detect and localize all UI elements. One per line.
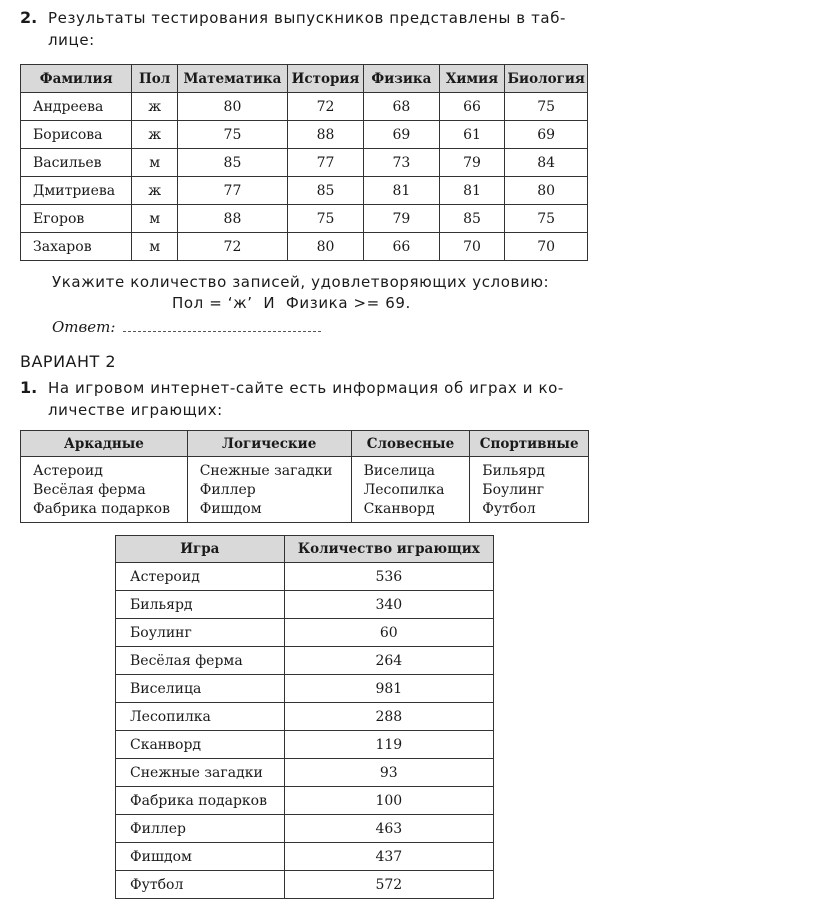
results-col-header: Фамилия (21, 65, 132, 93)
list-item: Фабрика подарков (33, 501, 170, 517)
answer-blank (123, 319, 321, 332)
table-cell: 68 (364, 93, 440, 121)
task-2-condition: Пол = ‘ж’ И Физика >= 69. (172, 294, 411, 312)
players-col-header: Игра (116, 536, 285, 563)
category-items (21, 457, 188, 523)
table-cell: ж (132, 121, 178, 149)
results-col-header: Пол (132, 65, 178, 93)
answer-label: Ответ: (52, 318, 116, 336)
table-cell: 85 (287, 177, 363, 205)
game-name-cell: Виселица (116, 675, 285, 703)
table-cell: Дмитриева (21, 177, 132, 205)
table-cell: 80 (178, 93, 288, 121)
table-row (21, 93, 588, 121)
players-table (115, 535, 494, 899)
category-header: Словесные (351, 431, 470, 457)
player-count-cell: 437 (284, 843, 493, 871)
category-items (187, 457, 351, 523)
results-col-header: Математика (178, 65, 288, 93)
table-row (21, 233, 588, 261)
player-count-cell: 572 (284, 871, 493, 899)
task-2-text-line1: Результаты тестирования выпускников представлены в таб- (48, 9, 567, 27)
task-2-text-line2: лице: (48, 31, 95, 49)
table-row (116, 647, 494, 675)
category-header: Аркадные (21, 431, 188, 457)
results-table-header (21, 65, 588, 93)
list-item: Сканворд (363, 501, 435, 517)
table-cell: 77 (178, 177, 288, 205)
list-item: Астероид (33, 463, 103, 479)
task-2-number: 2. (20, 8, 38, 27)
table-row (21, 177, 588, 205)
player-count-cell: 288 (284, 703, 493, 731)
table-cell: 72 (178, 233, 288, 261)
list-item: Фишдом (199, 501, 262, 517)
table-cell: 69 (505, 121, 588, 149)
list-item: Снежные загадки (199, 463, 333, 479)
game-name-cell: Астероид (116, 563, 285, 591)
task-1-text-line2: личестве играющих: (48, 401, 223, 419)
results-col-header: Химия (439, 65, 505, 93)
table-row (21, 205, 588, 233)
list-item: Боулинг (482, 482, 545, 498)
list-item: Бильярд (482, 463, 545, 479)
player-count-cell: 463 (284, 815, 493, 843)
results-col-header: Биология (505, 65, 588, 93)
game-name-cell: Лесопилка (116, 703, 285, 731)
table-row (116, 591, 494, 619)
task-1-text-line1: На игровом интернет-сайте есть информация об играх и ко- (48, 379, 564, 397)
table-cell: ж (132, 93, 178, 121)
table-row (21, 121, 588, 149)
players-col-header: Количество играющих (284, 536, 493, 563)
table-row (116, 759, 494, 787)
table-cell: 75 (287, 205, 363, 233)
table-cell: 88 (178, 205, 288, 233)
category-header: Спортивные (470, 431, 589, 457)
game-name-cell: Снежные загадки (116, 759, 285, 787)
table-cell: м (132, 205, 178, 233)
table-cell: 88 (287, 121, 363, 149)
game-name-cell: Фабрика подарков (116, 787, 285, 815)
table-cell: 81 (364, 177, 440, 205)
table-cell: м (132, 149, 178, 177)
player-count-cell: 119 (284, 731, 493, 759)
table-cell: Борисова (21, 121, 132, 149)
list-item: Виселица (363, 463, 435, 479)
table-cell: 70 (439, 233, 505, 261)
game-name-cell: Боулинг (116, 619, 285, 647)
game-name-cell: Весёлая ферма (116, 647, 285, 675)
table-cell: 70 (505, 233, 588, 261)
answer-line (52, 318, 321, 336)
table-row (116, 787, 494, 815)
table-cell: 75 (178, 121, 288, 149)
list-item: Футбол (482, 501, 536, 517)
game-name-cell: Филлер (116, 815, 285, 843)
player-count-cell: 536 (284, 563, 493, 591)
game-name-cell: Футбол (116, 871, 285, 899)
results-col-header: Физика (364, 65, 440, 93)
categories-header (21, 431, 589, 457)
player-count-cell: 100 (284, 787, 493, 815)
list-item: Лесопилка (363, 482, 445, 498)
table-cell: Захаров (21, 233, 132, 261)
table-row (116, 871, 494, 899)
table-cell: 85 (178, 149, 288, 177)
table-row (116, 731, 494, 759)
category-header: Логические (187, 431, 351, 457)
list-item: Филлер (199, 482, 256, 498)
table-cell: 66 (439, 93, 505, 121)
task-2-question: Укажите количество записей, удовлетворяющих условию: (52, 273, 550, 291)
category-items (351, 457, 470, 523)
table-cell: 77 (287, 149, 363, 177)
players-table-header (116, 536, 494, 563)
game-name-cell: Сканворд (116, 731, 285, 759)
game-name-cell: Бильярд (116, 591, 285, 619)
table-row (116, 843, 494, 871)
players-table-body (116, 563, 494, 899)
table-cell: 75 (505, 205, 588, 233)
categories-table (20, 430, 589, 523)
table-cell: 85 (439, 205, 505, 233)
table-cell: 81 (439, 177, 505, 205)
table-row (116, 703, 494, 731)
table-cell: м (132, 233, 178, 261)
table-row (116, 815, 494, 843)
table-cell: 79 (364, 205, 440, 233)
table-row (116, 675, 494, 703)
table-row (21, 149, 588, 177)
table-cell: 61 (439, 121, 505, 149)
results-table-body (21, 93, 588, 261)
table-cell: 79 (439, 149, 505, 177)
table-cell: 69 (364, 121, 440, 149)
category-items (470, 457, 589, 523)
results-col-header: История (287, 65, 363, 93)
table-cell: 84 (505, 149, 588, 177)
table-cell: 73 (364, 149, 440, 177)
categories-row (21, 457, 589, 523)
table-row (116, 619, 494, 647)
table-cell: ж (132, 177, 178, 205)
player-count-cell: 60 (284, 619, 493, 647)
table-cell: 80 (287, 233, 363, 261)
table-row (116, 563, 494, 591)
table-cell: 75 (505, 93, 588, 121)
player-count-cell: 93 (284, 759, 493, 787)
table-cell: Егоров (21, 205, 132, 233)
table-cell: 80 (505, 177, 588, 205)
table-cell: Андреева (21, 93, 132, 121)
variant-title: ВАРИАНТ 2 (20, 352, 117, 371)
table-cell: Васильев (21, 149, 132, 177)
game-name-cell: Фишдом (116, 843, 285, 871)
table-cell: 66 (364, 233, 440, 261)
player-count-cell: 264 (284, 647, 493, 675)
player-count-cell: 981 (284, 675, 493, 703)
results-table (20, 64, 588, 261)
player-count-cell: 340 (284, 591, 493, 619)
list-item: Весёлая ферма (33, 482, 146, 498)
task-1-number: 1. (20, 378, 38, 397)
table-cell: 72 (287, 93, 363, 121)
